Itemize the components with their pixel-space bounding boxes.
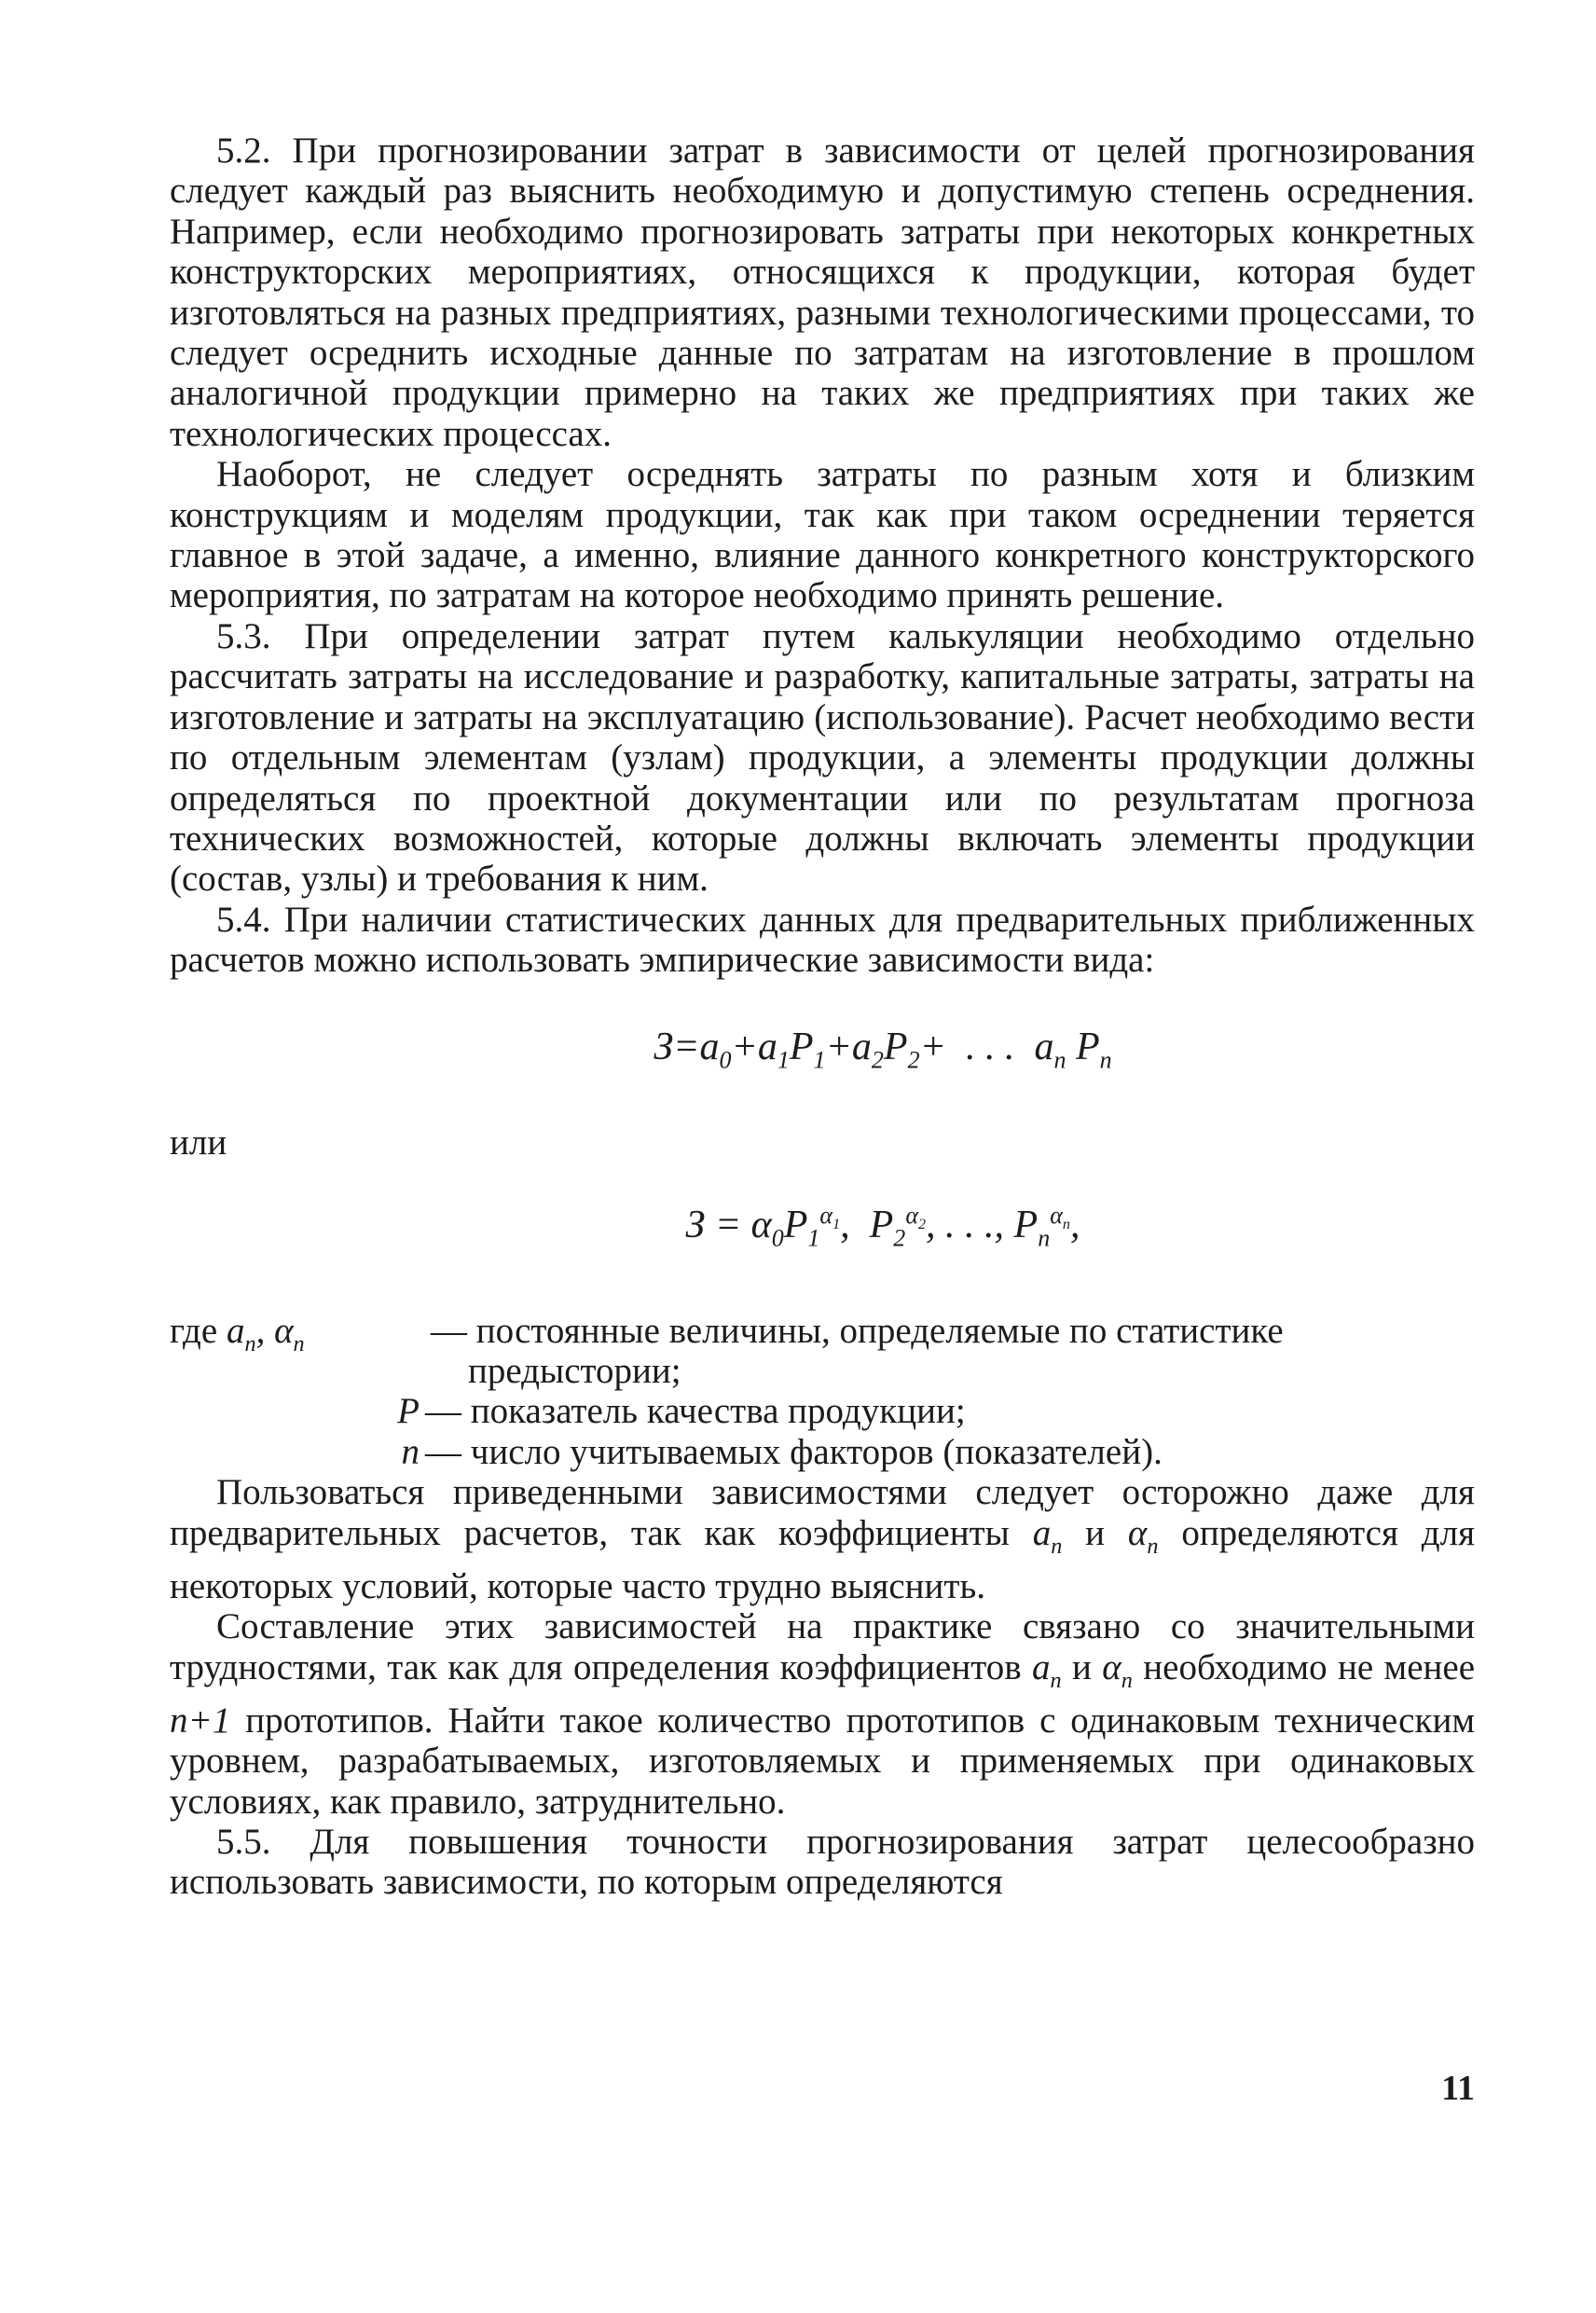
formula-power-lhs: З [685,1203,706,1246]
paragraph-caution: Пользоваться приведенными зависимостями следует осторожно даже для предварительных расчетов, так как коэффициенты $a_n$ и $\alpha_n$ определяются для некоторых условий, которые часто трудно выяснить. [170,1472,1476,1606]
definition-coefficients [170,1311,1475,1392]
formula-power: $З = \alpha_0P_1^{\alpha_1}$, $P_2^{\alpha_2}$, . . ., $P_n^{\alpha_n}$, [685,1201,1080,1252]
definition-factor-term: n [401,1431,420,1472]
definition-coefficients-cont: предыстории; [468,1350,681,1391]
formula-linear: $З=a_0+a_1P_1+a_2P_2+$ . . . $a_n$ $P_n$ [654,1025,1112,1073]
definition-coefficients-desc: — постоянные величины, определяемые по статистике предыстории; [431,1311,1475,1392]
n-plus-one: n+1 [170,1700,231,1741]
paragraph-conversely: Наоборот, не следует осреднять затраты по разным хотя и близким конструкциям и моделям продукции, так как при таком осреднении теряется главное в этой задаче, а именно, влияние данного конкретного конструкторского мероприятия, по затратам на которое необходимо принять решение. [170,454,1475,616]
body-text [170,131,1475,1903]
paragraph-difficulties: Составление этих зависимостей на практике связано со значительными трудностями, так как для определения коэффициентов $a_n$ и $\alpha_n$ необходимо не менее n+1 прототипов. Найти такое количество прототипов с одинаковым техническим уровнем, разрабатываемых, изготовляемых и применяемых при одинаковых условиях, как правило, затруднительно. [170,1606,1476,1822]
definition-coefficients-term: где $a_n$, $\alpha_n$ [170,1310,305,1356]
definition-factor-count [170,1432,1475,1472]
definition-quality-term: P [397,1391,420,1432]
where-label: где [170,1310,218,1351]
or-text: или [170,1122,227,1163]
formula-linear-dots: . . . [965,1025,1015,1068]
paragraph-5-4: 5.4. При наличии статистических данных для предварительных приближенных расчетов можно использовать эмпирические зависимости вида: [170,899,1475,981]
definition-quality-index [170,1391,1475,1431]
definition-factor-desc: — число учитываемых факторов (показателей). [425,1431,1163,1472]
definition-quality-desc: — показатель качества продукции; [425,1391,966,1432]
page-number: 11 [1441,2069,1475,2108]
formula-linear-lhs: З [654,1025,674,1068]
paragraph-5-2: 5.2. При прогнозировании затрат в зависимости от целей прогнозирования следует каждый раз выяснить необходимую и допустимую степень осреднения. Например, если необходимо прогнозировать затраты при некоторых конкретных конструкторских мероприятиях, относящихся к продукции, которая будет изготовляться на разных предприятиях, разными технологическими процессами, то следует осреднить исходные данные по затратам на изготовление в прошлом аналогичной продукции примерно на таких же предприятиях при таких же технологических процессах. [170,131,1475,454]
definitions-list [170,1311,1475,1473]
paragraph-5-3: 5.3. При определении затрат путем калькуляции необходимо отдельно рассчитать затраты на исследование и разработку, капитальные затраты, затраты на изготовление и затраты на эксплуатацию (использование). Расчет необходимо вести по отдельным элементам (узлам) продукции, а элементы продукции должны определяться по проектной документации или по результатам прогноза технических возможностей, которые должны включать элементы продукции (состав, узлы) и требования к ним. [170,615,1475,900]
paragraph-5-5: 5.5. Для повышения точности прогнозирования затрат целесообразно использовать зависимости, по которым определяются [170,1822,1475,1903]
formula-power-dots: . . . [945,1203,995,1246]
